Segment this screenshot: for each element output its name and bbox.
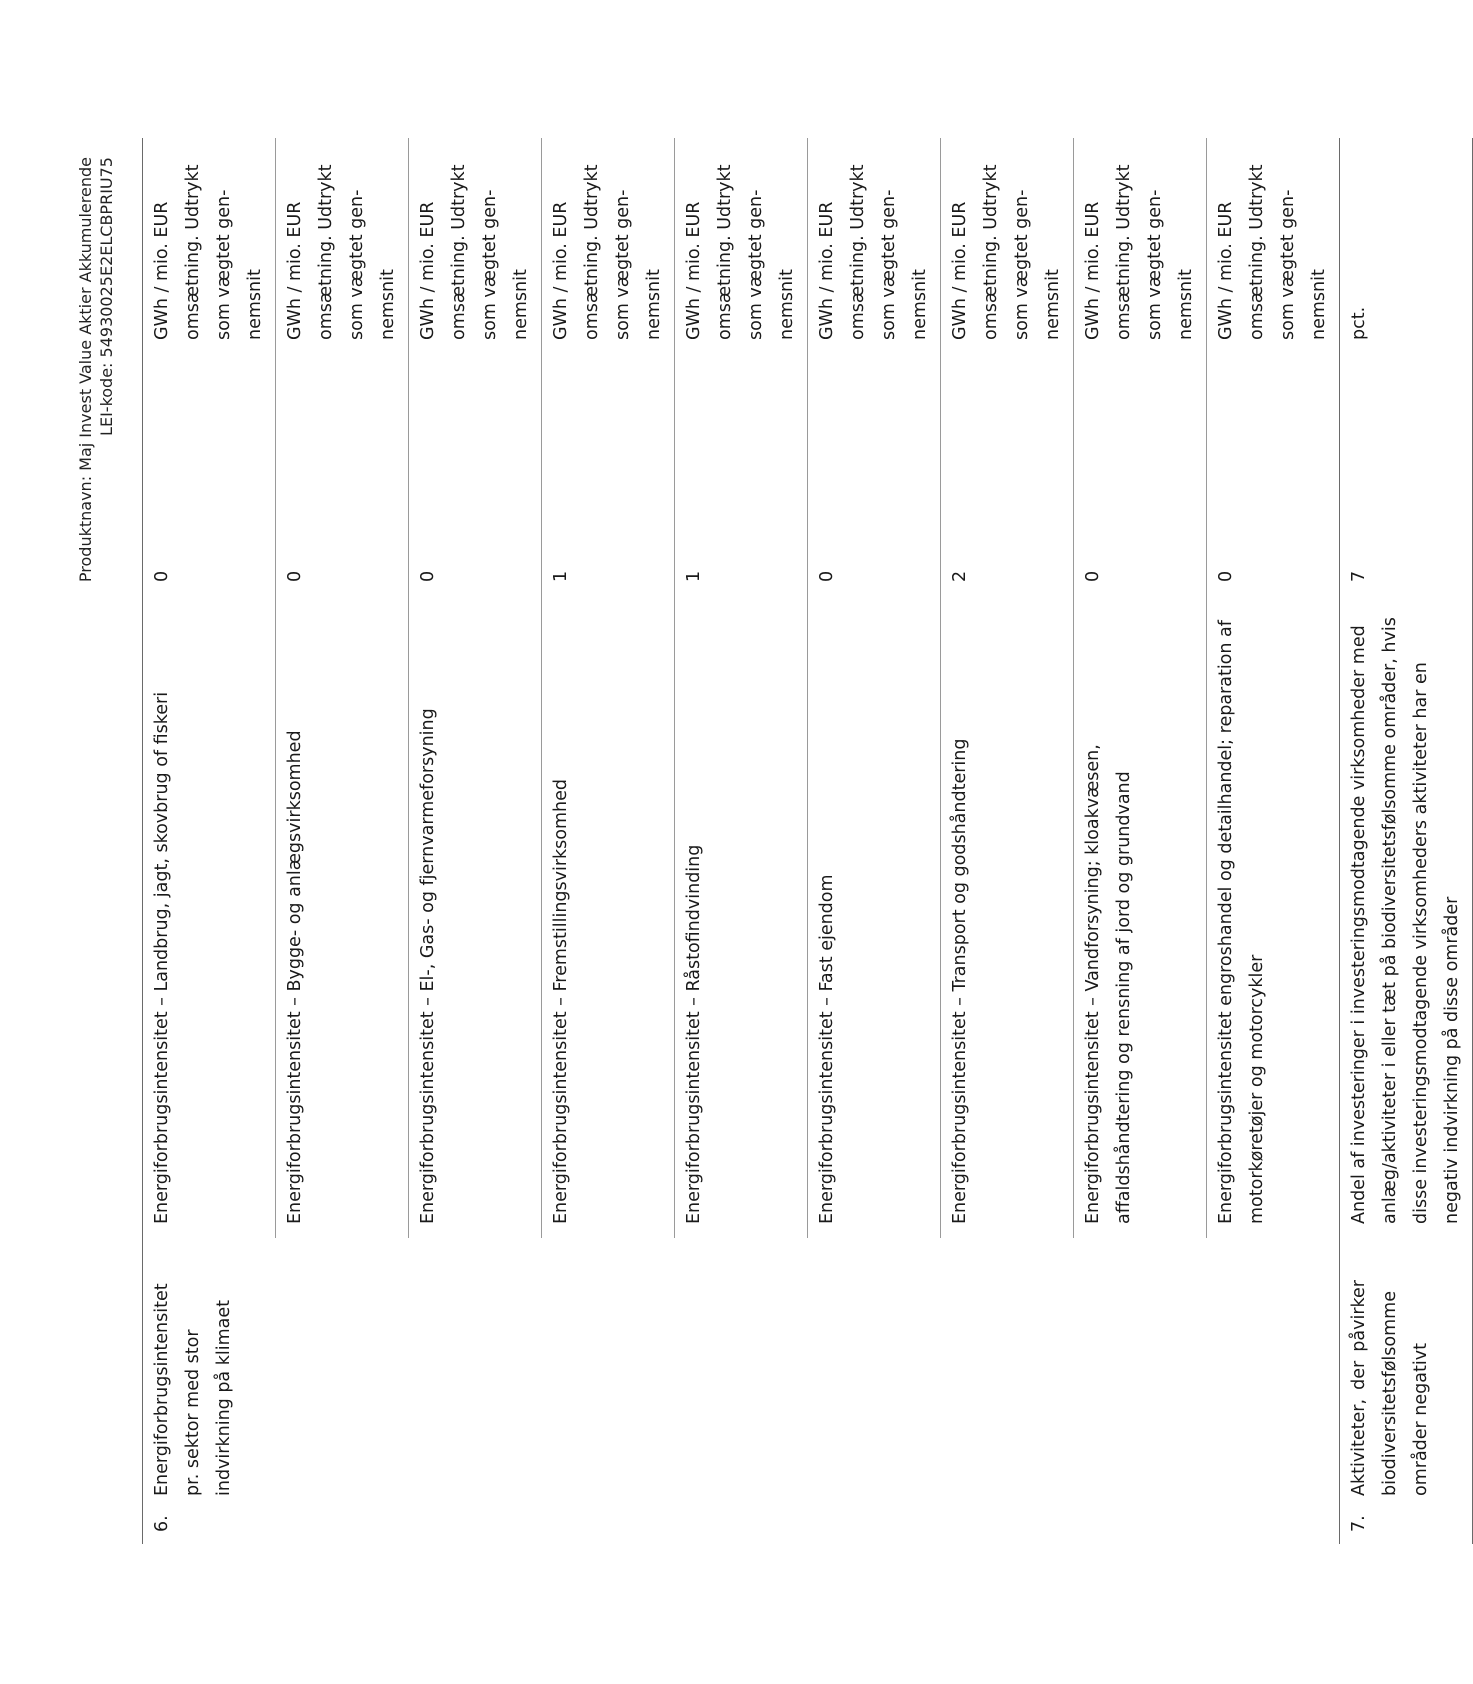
indicator-unit: GWh / mio. EUR omsætning. Udtrykt som vægtet gen-nemsnit: [276, 138, 409, 348]
indicator-unit: GWh / mio. EUR omsætning. Udtrykt som vægtet gen-nemsnit: [941, 138, 1074, 348]
indicator-label: Energiforbrugsintensitet – Fast ejendom: [808, 592, 941, 1238]
pai-indicator-table: [142, 138, 1473, 1544]
indicator-value: 0: [143, 348, 276, 592]
indicator-label: Energiforbrugsintensitet – Transport og godshåndtering: [941, 592, 1074, 1238]
indicator-value: 2: [941, 348, 1074, 592]
topic-cell: [143, 1238, 1340, 1544]
indicator-value: 0: [1074, 348, 1207, 592]
indicator-value: 7: [1340, 348, 1473, 592]
indicator-unit: GWh / mio. EUR omsætning. Udtrykt som vægtet gen-nemsnit: [808, 138, 941, 348]
topic-label: Aktiviteter, der påvirker biodiversitetsfølsomme områder negativt: [1349, 1280, 1431, 1496]
row-number: 6.: [152, 1515, 172, 1532]
indicator-unit: GWh / mio. EUR omsætning. Udtrykt som vægtet gen-nemsnit: [1207, 138, 1340, 348]
indicator-label: Energiforbrugsintensitet – El-, Gas- og fjernvarmeforsyning: [409, 592, 542, 1238]
topic-label: Energiforbrugsintensitet pr. sektor med stor indvirkning på klimaet: [152, 1283, 234, 1496]
indicator-unit: pct.: [1340, 138, 1473, 348]
indicator-label: Andel af investeringer i investeringsmodtagende virksomheder med anlæg/aktiviteter i eller tæt på biodiversitetsfølsomme områder, hvis disse investeringsmodtagende virksomheders aktiviteter har en negativ indvirkning på disse områder: [1340, 592, 1473, 1238]
indicator-label: Energiforbrugsintensitet – Bygge- og anlægsvirksomhed: [276, 592, 409, 1238]
indicator-label: Energiforbrugsintensitet engroshandel og detailhandel; reparation af motorkøretøjer og motorcykler: [1207, 592, 1340, 1238]
indicator-value: 1: [542, 348, 675, 592]
indicator-unit: GWh / mio. EUR omsætning. Udtrykt som vægtet gen-nemsnit: [675, 138, 808, 348]
topic-cell: [1340, 1238, 1473, 1544]
indicator-unit: GWh / mio. EUR omsætning. Udtrykt som vægtet gen-nemsnit: [1074, 138, 1207, 348]
document-header: [75, 157, 117, 857]
indicator-value: 0: [1207, 348, 1340, 592]
table-row: [1340, 138, 1473, 1544]
indicator-label: Energiforbrugsintensitet – Råstofindvinding: [675, 592, 808, 1238]
indicator-unit: GWh / mio. EUR omsætning. Udtrykt som vægtet gen-nemsnit: [542, 138, 675, 348]
table-row: [143, 138, 276, 1544]
indicator-unit: GWh / mio. EUR omsætning. Udtrykt som vægtet gen-nemsnit: [143, 138, 276, 348]
indicator-value: 0: [808, 348, 941, 592]
lei-code: LEI-kode: 54930025E2ELCBPRIU75: [97, 157, 116, 436]
indicator-label: Energiforbrugsintensitet – Vandforsyning; kloakvæsen, affaldshåndtering og rensning af jord og grundvand: [1074, 592, 1207, 1238]
indicator-label: Energiforbrugsintensitet – Landbrug, jagt, skovbrug of fiskeri: [143, 592, 276, 1238]
row-number: 7.: [1349, 1515, 1369, 1532]
indicator-value: 1: [675, 348, 808, 592]
indicator-value: 0: [409, 348, 542, 592]
product-name: Produktnavn: Maj Invest Value Aktier Akkumulerende: [76, 157, 95, 583]
indicator-unit: GWh / mio. EUR omsætning. Udtrykt som vægtet gen-nemsnit: [409, 138, 542, 348]
indicator-value: 0: [276, 348, 409, 592]
indicator-label: Energiforbrugsintensitet – Fremstillingsvirksomhed: [542, 592, 675, 1238]
